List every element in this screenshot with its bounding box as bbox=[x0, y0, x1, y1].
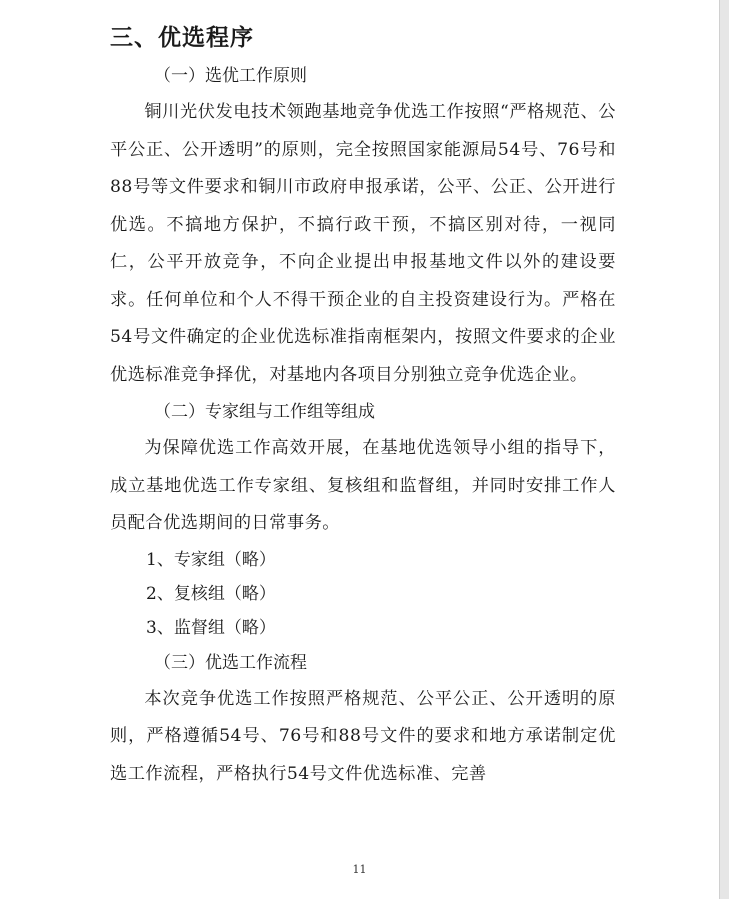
list-item-expert-group: 1、专家组（略） bbox=[146, 549, 276, 570]
subsection-heading-3: （三）优选工作流程 bbox=[154, 652, 307, 673]
paragraph-groups: 为保障优选工作高效开展，在基地优选领导小组的指导下，成立基地优选工作专家组、复核组和监督组，并同时安排工作人员配合优选期间的日常事务。 bbox=[110, 438, 616, 533]
page-edge-shadow bbox=[719, 0, 729, 899]
paragraph-process: 本次竞争优选工作按照严格规范、公平公正、公开透明的原则，严格遵循54号、76号和88号文件的要求和地方承诺制定优选工作流程，严格执行54号文件优选标准、完善 bbox=[110, 688, 616, 784]
subsection-heading-1: （一）选优工作原则 bbox=[154, 66, 307, 86]
section-title: 三、优选程序 bbox=[110, 25, 254, 51]
list-item-supervision-group: 3、监督组（略） bbox=[146, 617, 276, 638]
subsection-heading-2: （二）专家组与工作组等组成 bbox=[154, 402, 375, 422]
page-number: 11 bbox=[352, 863, 367, 876]
list-item-review-group: 2、复核组（略） bbox=[146, 583, 276, 604]
paragraph-principles: 铜川光伏发电技术领跑基地竞争优选工作按照“严格规范、公平公正、公开透明”的原则，完全按照国家能源局54号、76号和88号等文件要求和铜川市政府申报承诺，公平、公正、公开进行优选。不搞地方保护，不搞行政干预，不搞区别对待，一视同仁，公平开放竞争，不向企业提出申报基地文件以外的建设要求。任何单位和个人不得干预企业的自主投资建设行为。严格在54号文件确定的企业优选标准指南框架内，按照文件要求的企业优选标准竞争择优，对基地内各项目分别独立竞争优选企业。 bbox=[110, 102, 616, 385]
page-content bbox=[110, 18, 616, 793]
